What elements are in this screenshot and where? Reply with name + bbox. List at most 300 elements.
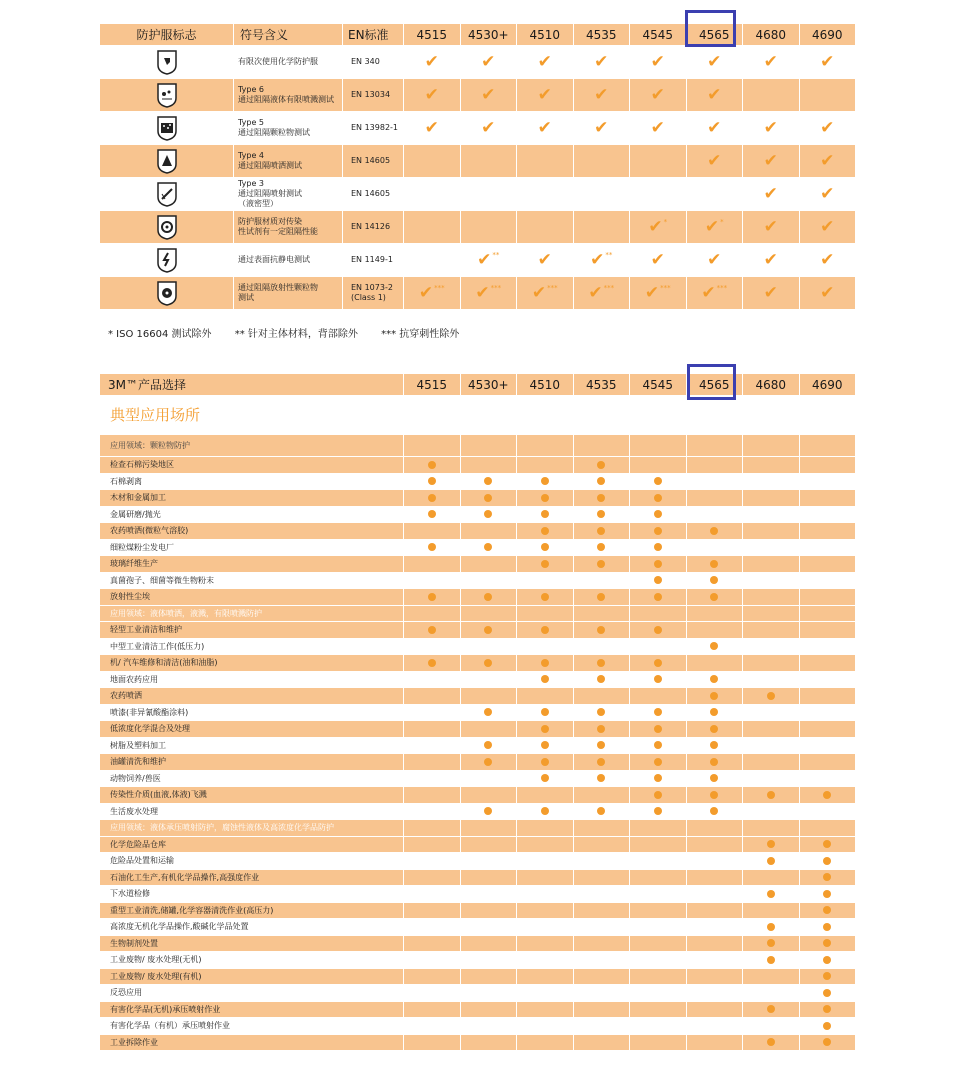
application-row [100, 753, 855, 770]
suitability-cell [403, 819, 460, 836]
compliance-cell [573, 210, 630, 243]
compliance-cell [742, 111, 799, 144]
suitability-cell [799, 572, 856, 589]
suitability-cell [460, 1017, 517, 1034]
suitability-cell [799, 434, 856, 456]
suitability-cell [403, 473, 460, 490]
suitability-cell [629, 836, 686, 853]
suitability-cell [460, 951, 517, 968]
suitability-cell [742, 522, 799, 539]
suitability-cell [629, 506, 686, 523]
suitable-dot-icon [597, 807, 605, 815]
check-icon: ✔ [763, 282, 778, 303]
application-name: 反恐应用 [100, 984, 403, 1001]
suitable-dot-icon [597, 593, 605, 601]
suitability-cell [686, 968, 743, 985]
suitable-dot-icon [428, 510, 436, 518]
suitability-cell [516, 1001, 573, 1018]
suitable-dot-icon [541, 774, 549, 782]
application-row [100, 638, 855, 655]
suitable-dot-icon [710, 774, 718, 782]
application-name: 轻型工业清洁和维护 [100, 621, 403, 638]
application-row [100, 918, 855, 935]
suitable-dot-icon [541, 659, 549, 667]
check-icon: ✔ [594, 51, 609, 72]
suitability-cell [460, 1001, 517, 1018]
biohazard-icon [100, 210, 233, 243]
compliance-cell [629, 144, 686, 177]
suitability-cell [573, 720, 630, 737]
suitability-cell [516, 687, 573, 704]
footnote: *** 抗穿刺性除外 [381, 329, 460, 340]
suitable-dot-icon [597, 774, 605, 782]
application-row [100, 555, 855, 572]
application-row [100, 671, 855, 688]
standard-description: Type 6 通过阻隔液体有限喷溅测试 [233, 78, 342, 111]
suitability-cell [742, 902, 799, 919]
check-icon: ✔ [531, 282, 547, 303]
application-name: 机/ 汽车维修和清洁(油和油脂) [100, 654, 403, 671]
suitability-cell [573, 522, 630, 539]
compliance-cell [799, 177, 856, 210]
suitable-dot-icon [428, 543, 436, 551]
suitability-cell [742, 984, 799, 1001]
suitable-dot-icon [484, 741, 492, 749]
suitability-cell [460, 489, 517, 506]
suitable-dot-icon [767, 692, 775, 700]
suitability-cell [686, 918, 743, 935]
compliance-cell [742, 144, 799, 177]
suitability-cell [403, 869, 460, 886]
suitable-dot-icon [597, 510, 605, 518]
suitability-cell [516, 803, 573, 820]
suitability-cell [629, 786, 686, 803]
compliance-cell [686, 45, 743, 78]
check-icon: ✔ [820, 117, 835, 138]
application-name: 石棉剥离 [100, 473, 403, 490]
header-product: 4535 [573, 24, 630, 45]
suitable-dot-icon [597, 543, 605, 551]
suitability-cell [799, 654, 856, 671]
suitable-dot-icon [823, 1038, 831, 1046]
suitability-cell [686, 473, 743, 490]
suitability-cell [629, 918, 686, 935]
suitable-dot-icon [710, 758, 718, 766]
application-row [100, 704, 855, 721]
suitable-dot-icon [484, 758, 492, 766]
check-icon: ✔ [820, 249, 835, 270]
suitability-cell [573, 605, 630, 622]
suitability-cell [629, 671, 686, 688]
highlight-4565-bottom [687, 364, 736, 400]
suitability-cell [742, 753, 799, 770]
application-row [100, 687, 855, 704]
suitability-cell [573, 555, 630, 572]
compliance-cell [573, 111, 630, 144]
suitability-cell [573, 671, 630, 688]
suitability-cell [573, 803, 630, 820]
suitability-cell [686, 836, 743, 853]
application-name: 农药喷洒(微粒气溶胶) [100, 522, 403, 539]
check-icon: ✔ [701, 282, 716, 303]
suitable-dot-icon [597, 725, 605, 733]
suitability-cell [742, 434, 799, 456]
suitability-cell [629, 555, 686, 572]
suitable-dot-icon [710, 675, 718, 683]
application-row [100, 902, 855, 919]
suitability-cell [573, 737, 630, 754]
compliance-cell [516, 144, 573, 177]
compliance-cell [516, 210, 573, 243]
suitability-cell [516, 522, 573, 539]
header-product: 4690 [799, 24, 856, 45]
suitable-dot-icon [654, 659, 662, 667]
compliance-cell [460, 177, 517, 210]
suitability-cell [516, 852, 573, 869]
application-name: 工业废物/ 废水处理(有机) [100, 968, 403, 985]
suitability-cell [686, 770, 743, 787]
radioactive-icon [100, 276, 233, 309]
suitability-cell [742, 506, 799, 523]
suitability-cell [742, 671, 799, 688]
check-icon: ✔ [594, 117, 609, 138]
check-icon: ✔ [481, 84, 496, 105]
compliance-cell [686, 210, 743, 243]
application-name: 有害化学品(无机)承压喷射作业 [100, 1001, 403, 1018]
application-table [100, 434, 855, 1050]
suitability-cell [686, 621, 743, 638]
suitability-cell [742, 770, 799, 787]
compliance-cell [799, 78, 856, 111]
check-footnote-mark: *** [660, 284, 671, 292]
suitability-cell [799, 984, 856, 1001]
check-icon: ✔ [418, 282, 434, 303]
suitability-cell [799, 819, 856, 836]
protection-standards-table [100, 24, 855, 309]
suitability-cell [686, 902, 743, 919]
suitability-cell [573, 1034, 630, 1051]
suitable-dot-icon [654, 560, 662, 568]
standard-description: Type 5 通过阻隔颗粒物测试 [233, 111, 342, 144]
suitable-dot-icon [823, 840, 831, 848]
suitability-cell [573, 489, 630, 506]
suitability-cell [403, 489, 460, 506]
compliance-cell [460, 210, 517, 243]
application-row [100, 968, 855, 985]
check-icon: ✔ [650, 51, 665, 72]
suitable-dot-icon [428, 659, 436, 667]
suitability-cell [573, 654, 630, 671]
suitability-cell [629, 951, 686, 968]
suitability-cell [516, 836, 573, 853]
check-icon: ✔ [424, 51, 439, 72]
suitability-cell [629, 522, 686, 539]
application-row [100, 836, 855, 853]
suitability-cell [460, 819, 517, 836]
suitability-cell [799, 638, 856, 655]
suitability-cell [686, 687, 743, 704]
suitability-cell [403, 737, 460, 754]
suitability-cell [573, 885, 630, 902]
suitability-cell [742, 918, 799, 935]
suitability-cell [460, 671, 517, 688]
check-icon: ✔ [648, 216, 663, 237]
suitability-cell [573, 473, 630, 490]
application-section-row [100, 819, 855, 836]
suitability-cell [629, 638, 686, 655]
check-icon: ✔ [763, 117, 778, 138]
footnote: ** 针对主体材料，背部除外 [234, 329, 358, 340]
suitability-cell [799, 588, 856, 605]
compliance-cell [686, 144, 743, 177]
suitable-dot-icon [654, 510, 662, 518]
suitability-cell [799, 720, 856, 737]
suitability-cell [742, 869, 799, 886]
compliance-cell [516, 111, 573, 144]
en-standard: EN 1073-2 (Class 1) [342, 276, 403, 309]
suitable-dot-icon [597, 708, 605, 716]
application-row [100, 984, 855, 1001]
suitable-dot-icon [767, 840, 775, 848]
application-name: 动物饲养/兽医 [100, 770, 403, 787]
application-name: 细粒煤粉尘发电厂 [100, 539, 403, 556]
compliance-cell [403, 243, 460, 276]
suitability-cell [629, 605, 686, 622]
application-row [100, 803, 855, 820]
suitability-cell [629, 753, 686, 770]
standards-body [100, 45, 855, 309]
suitability-cell [403, 935, 460, 952]
suitability-cell [460, 638, 517, 655]
suitability-cell [742, 1017, 799, 1034]
application-name: 木材和金属加工 [100, 489, 403, 506]
suitability-cell [629, 654, 686, 671]
suitability-cell [573, 638, 630, 655]
suitability-cell [516, 737, 573, 754]
application-name: 传染性介质(血液,体液)飞溅 [100, 786, 403, 803]
suitability-cell [403, 918, 460, 935]
suitable-dot-icon [654, 576, 662, 584]
compliance-cell [742, 78, 799, 111]
suitability-cell [629, 1017, 686, 1034]
application-name: 农药喷洒 [100, 687, 403, 704]
suitable-dot-icon [654, 626, 662, 634]
check-footnote-mark: *** [603, 284, 615, 292]
suitability-cell [686, 786, 743, 803]
application-name: 金属研磨/抛光 [100, 506, 403, 523]
application-name: 生活废水处理 [100, 803, 403, 820]
suitable-dot-icon [541, 593, 549, 601]
application-row [100, 456, 855, 473]
suitability-cell [403, 456, 460, 473]
suitability-cell [629, 819, 686, 836]
suitability-cell [403, 687, 460, 704]
suitable-dot-icon [823, 956, 831, 964]
suitability-cell [799, 918, 856, 935]
suitable-dot-icon [710, 642, 718, 650]
suitability-cell [460, 869, 517, 886]
compliance-cell [686, 276, 743, 309]
suitability-cell [629, 869, 686, 886]
suitability-cell [516, 588, 573, 605]
suitable-dot-icon [767, 1038, 775, 1046]
suitable-dot-icon [597, 741, 605, 749]
standard-description: Type 4 通过阻隔喷洒测试 [233, 144, 342, 177]
compliance-cell [403, 78, 460, 111]
suitability-cell [460, 555, 517, 572]
suitability-cell [403, 434, 460, 456]
suitability-cell [799, 951, 856, 968]
suitability-cell [686, 720, 743, 737]
selection-header-row [100, 374, 855, 395]
suitable-dot-icon [710, 593, 718, 601]
check-icon: ✔ [763, 249, 778, 270]
suitability-cell [573, 1001, 630, 1018]
suitable-dot-icon [823, 906, 831, 914]
check-icon: ✔ [477, 249, 492, 270]
suitable-dot-icon [484, 593, 492, 601]
compliance-cell [403, 111, 460, 144]
application-name: 玻璃纤维生产 [100, 555, 403, 572]
application-name: 生物制剂处置 [100, 935, 403, 952]
en-standard: EN 1149-1 [342, 243, 403, 276]
suitable-dot-icon [597, 494, 605, 502]
suitable-dot-icon [823, 873, 831, 881]
compliance-cell [629, 45, 686, 78]
suitability-cell [799, 704, 856, 721]
compliance-cell [403, 177, 460, 210]
check-icon: ✔ [475, 282, 490, 303]
suitability-cell [460, 770, 517, 787]
compliance-cell [686, 243, 743, 276]
suitability-cell [516, 621, 573, 638]
suitability-cell [460, 885, 517, 902]
suitable-dot-icon [823, 923, 831, 931]
suitability-cell [629, 704, 686, 721]
suitability-cell [573, 588, 630, 605]
check-footnote-mark: *** [716, 284, 728, 292]
suitable-dot-icon [654, 477, 662, 485]
suitability-cell [742, 654, 799, 671]
suitability-cell [460, 456, 517, 473]
standard-row [100, 177, 855, 210]
suitability-cell [460, 852, 517, 869]
compliance-cell [460, 111, 517, 144]
suitability-cell [460, 786, 517, 803]
suitable-dot-icon [484, 626, 492, 634]
suitability-cell [799, 473, 856, 490]
suitability-cell [516, 885, 573, 902]
suitable-dot-icon [710, 791, 718, 799]
suitability-cell [686, 803, 743, 820]
suitability-cell [799, 836, 856, 853]
suitability-cell [799, 687, 856, 704]
suitability-cell [686, 753, 743, 770]
check-icon: ✔ [424, 84, 439, 105]
suitability-cell [403, 1001, 460, 1018]
header-product: 4530+ [460, 374, 517, 395]
header-product: 4510 [516, 24, 573, 45]
suitability-cell [403, 654, 460, 671]
chemical-suit-icon [100, 45, 233, 78]
header-en-col: EN标准 [342, 24, 403, 45]
suitable-dot-icon [654, 807, 662, 815]
compliance-cell [629, 210, 686, 243]
suitability-cell [460, 1034, 517, 1051]
suitable-dot-icon [541, 626, 549, 634]
suitability-cell [403, 704, 460, 721]
application-row [100, 737, 855, 754]
suitability-cell [573, 918, 630, 935]
spray-icon [100, 144, 233, 177]
compliance-cell [403, 276, 460, 309]
suitability-cell [799, 852, 856, 869]
suitable-dot-icon [654, 708, 662, 716]
application-section-row [100, 605, 855, 622]
header-product: 4510 [516, 374, 573, 395]
suitability-cell [742, 555, 799, 572]
check-icon: ✔ [704, 216, 720, 237]
suitability-cell [516, 1017, 573, 1034]
compliance-cell [460, 243, 517, 276]
suitable-dot-icon [654, 741, 662, 749]
suitability-cell [742, 720, 799, 737]
suitability-cell [742, 1001, 799, 1018]
suitability-cell [460, 803, 517, 820]
standard-description: 有限次使用化学防护服 [233, 45, 342, 78]
suitable-dot-icon [823, 939, 831, 947]
product-selection-header [100, 374, 855, 395]
suitable-dot-icon [597, 560, 605, 568]
suitability-cell [629, 539, 686, 556]
application-row [100, 852, 855, 869]
suitability-cell [403, 951, 460, 968]
suitability-cell [686, 572, 743, 589]
suitability-cell [573, 968, 630, 985]
suitability-cell [573, 704, 630, 721]
application-name: 工业废物/ 废水处理(无机) [100, 951, 403, 968]
suitability-cell [573, 753, 630, 770]
footnotes [108, 325, 479, 340]
suitability-cell [516, 770, 573, 787]
suitability-cell [573, 621, 630, 638]
suitability-cell [573, 539, 630, 556]
check-icon: ✔ [650, 249, 665, 270]
application-row [100, 720, 855, 737]
check-icon: ✔ [644, 282, 660, 303]
suitability-cell [516, 753, 573, 770]
suitability-cell [573, 434, 630, 456]
suitability-cell [460, 522, 517, 539]
compliance-cell [516, 177, 573, 210]
suitability-cell [573, 506, 630, 523]
suitability-cell [403, 572, 460, 589]
suitability-cell [686, 819, 743, 836]
application-row [100, 869, 855, 886]
suitable-dot-icon [654, 543, 662, 551]
suitability-cell [799, 753, 856, 770]
en-standard: EN 340 [342, 45, 403, 78]
application-name: 喷漆(非异氰酸酯涂料) [100, 704, 403, 721]
suitable-dot-icon [823, 1022, 831, 1030]
en-standard: EN 14126 [342, 210, 403, 243]
header-product: 4545 [629, 24, 686, 45]
suitability-cell [403, 539, 460, 556]
suitability-cell [686, 522, 743, 539]
suitability-cell [742, 1034, 799, 1051]
check-icon: ✔ [707, 84, 722, 105]
suitability-cell [573, 984, 630, 1001]
